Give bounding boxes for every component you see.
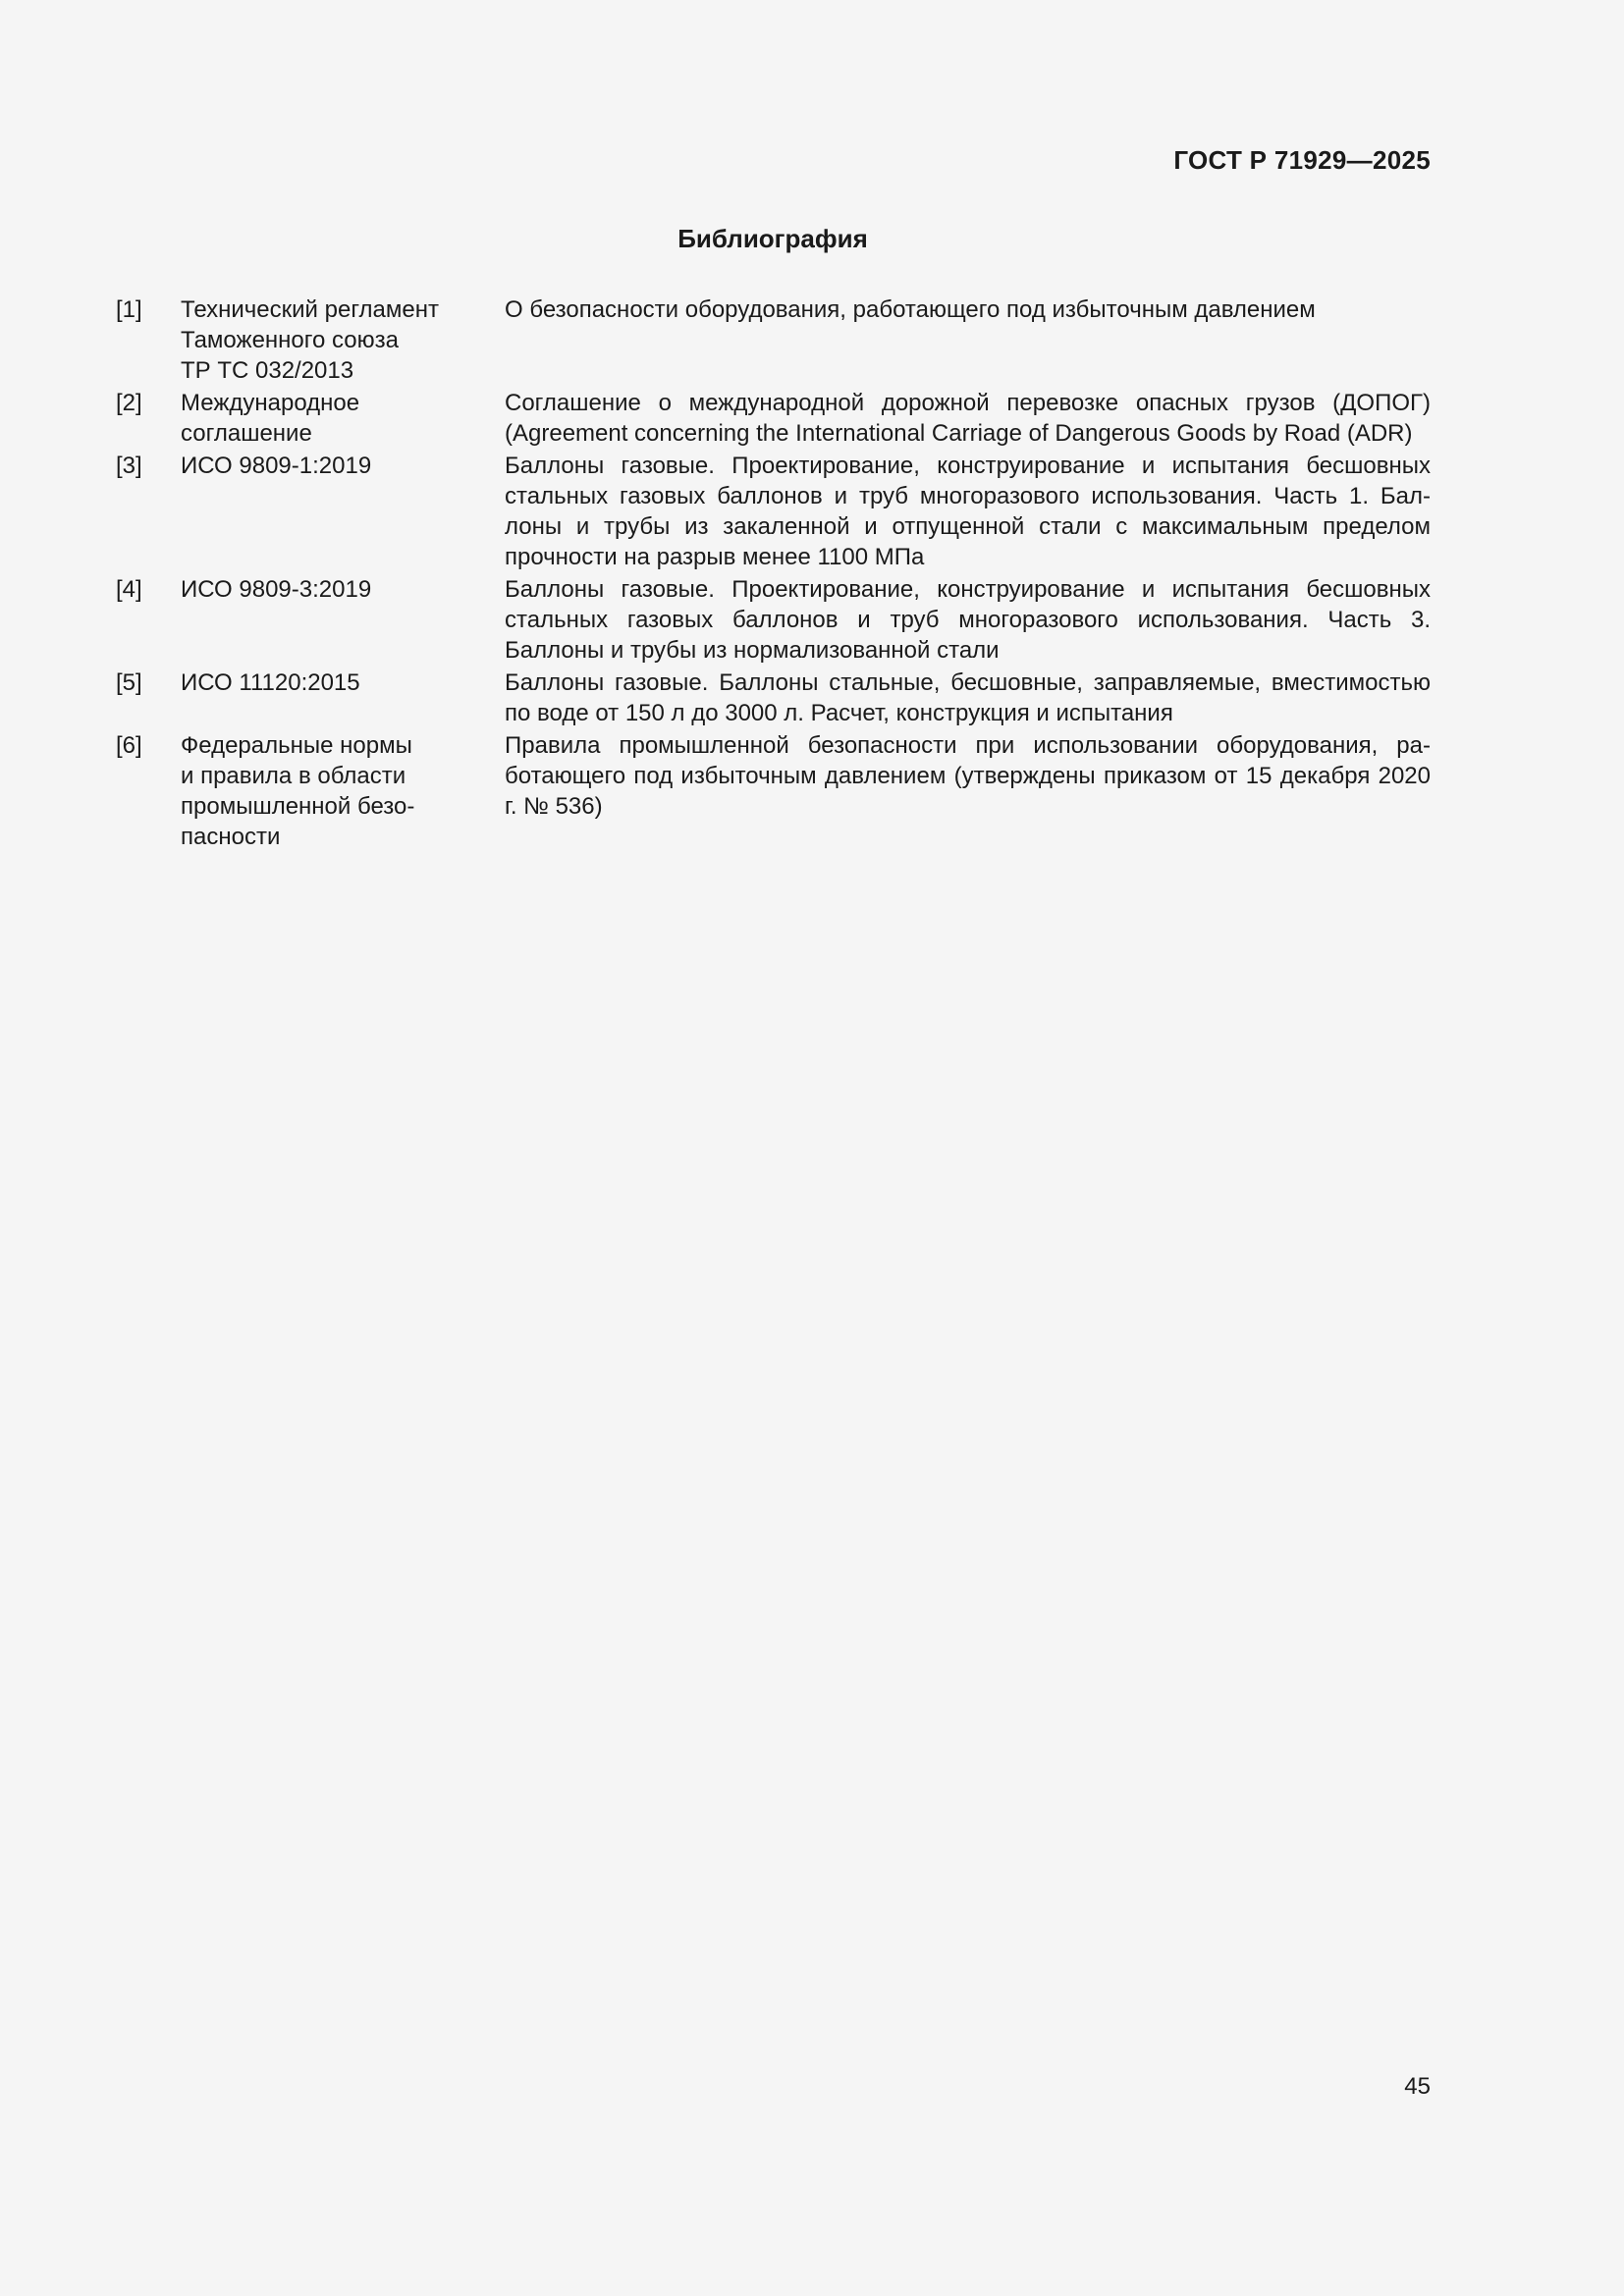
entry-source-line: промышленной безо- (181, 793, 415, 820)
entry-number: [6] (116, 732, 142, 759)
bibliography-entry (116, 451, 1431, 572)
entry-source-line: пасности (181, 824, 281, 850)
entry-source-line: ИСО 9809-3:2019 (181, 576, 372, 603)
entry-title: Баллоны газовые. Проектирование, конструирование и испытания бесшовных стальных газовых баллонов и труб многоразового использования. Часть 1. Баллоны и трубы из закаленной и отпущенной стали с максимальным пределом прочности на разрыв менее 1100 МПа (505, 453, 1431, 570)
entry-source-line: ИСО 11120:2015 (181, 669, 360, 696)
entry-source-line: ИСО 9809-1:2019 (181, 453, 372, 479)
entry-source-line: соглашение (181, 420, 312, 447)
entry-source-line: Технический регламент (181, 296, 439, 323)
entry-title: О безопасности оборудования, работающего под избыточным давлением (505, 296, 1316, 323)
bibliography-entry (116, 730, 1431, 852)
entry-source (181, 294, 505, 386)
entry-source (181, 730, 505, 852)
entry-source-line: Таможенного союза (181, 327, 399, 353)
entry-source-line: Международное (181, 390, 360, 416)
document-header: ГОСТ Р 71929—2025 (1173, 145, 1431, 175)
bibliography-entry (116, 574, 1431, 666)
bibliography-entry (116, 294, 1431, 386)
entry-source-line: Федеральные нормы (181, 732, 412, 759)
entry-number: [4] (116, 576, 142, 603)
entry-source-line: ТР ТС 032/2013 (181, 357, 354, 384)
entry-title: Соглашение о международной дорожной перевозке опасных грузов (ДОПОГ) (Agreement concerning the International Carriage of Dangerous Goods by Road (ADR) (505, 390, 1431, 447)
entry-source (181, 388, 505, 449)
entry-title: Баллоны газовые. Баллоны стальные, бесшовные, заправляемые, вместимостью по воде от 150 л до 3000 л. Расчет, конструкция и испытания (505, 669, 1431, 726)
entry-source (181, 667, 505, 728)
entry-source-line: и правила в области (181, 763, 406, 789)
entry-number: [5] (116, 669, 142, 696)
entry-source (181, 574, 505, 666)
entry-title: Правила промышленной безопасности при использовании оборудования, работающего под избыточным давлением (утверждены приказом от 15 декабря 2020 г. № 536) (505, 732, 1431, 820)
page-number: 45 (1404, 2073, 1431, 2100)
bibliography-entry (116, 388, 1431, 449)
entry-number: [1] (116, 296, 142, 323)
section-title: Библиография (677, 224, 868, 253)
bibliography-list (116, 294, 1431, 854)
entry-title: Баллоны газовые. Проектирование, конструирование и испытания бесшовных стальных газовых баллонов и труб многоразового использования. Часть 3. Баллоны и трубы из нормализованной стали (505, 576, 1431, 664)
entry-source (181, 451, 505, 572)
entry-number: [2] (116, 390, 142, 416)
bibliography-entry (116, 667, 1431, 728)
entry-number: [3] (116, 453, 142, 479)
